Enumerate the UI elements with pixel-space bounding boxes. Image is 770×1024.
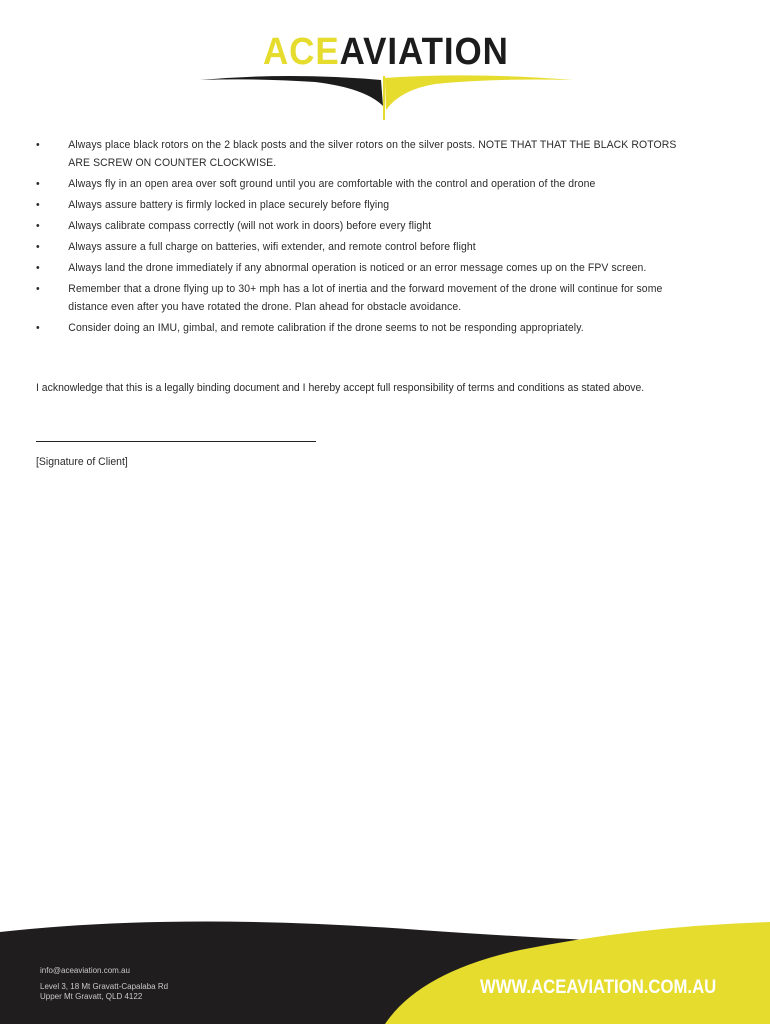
list-item — [36, 136, 692, 172]
rule-text: Always land the drone immediately if any abnormal operation is noticed or an error message comes up on the FPV screen. — [68, 262, 647, 274]
footer-website-link[interactable]: WWW.ACEAVIATION.COM.AU — [480, 977, 717, 998]
bullet-icon: • — [36, 178, 40, 190]
rule-text: Remember that a drone flying up to 30+ mph has a lot of inertia and the forward movement of the drone will continue for some distance even after you have rotated the drone. Plan ahead for obstacle avoidance. — [68, 283, 663, 313]
acknowledgement-text: I acknowledge that this is a legally binding document and I hereby accept full responsibility of terms and conditions as stated above. — [36, 382, 645, 394]
footer-address-line2: Upper Mt Gravatt, QLD 4122 — [40, 992, 143, 1001]
footer-address-line1: Level 3, 18 Mt Gravatt-Capalaba Rd — [40, 982, 169, 991]
list-item — [36, 217, 692, 235]
bullet-icon: • — [36, 220, 40, 232]
rule-text: Always place black rotors on the 2 black posts and the silver rotors on the silver posts. NOTE THAT THAT THE BLACK ROTORS ARE SCREW ON COUNTER CLOCKWISE. — [68, 139, 677, 169]
rule-text: Always assure battery is firmly locked in place securely before flying — [68, 199, 390, 211]
list-item — [36, 238, 692, 256]
list-item — [36, 175, 692, 193]
rule-text: Always assure a full charge on batteries, wifi extender, and remote control before flight — [68, 241, 476, 253]
company-logo — [195, 30, 575, 122]
rule-text: Always fly in an open area over soft ground until you are comfortable with the control and operation of the drone — [68, 178, 596, 190]
bullet-icon: • — [36, 262, 40, 274]
logo-wordmark — [263, 30, 509, 74]
signature-line[interactable] — [36, 441, 316, 442]
rule-text: Always calibrate compass correctly (will not work in doors) before every flight — [68, 220, 432, 232]
safety-rules-list — [36, 136, 726, 340]
list-item — [36, 196, 692, 214]
signature-label: [Signature of Client] — [36, 456, 128, 468]
footer-email[interactable]: info@aceaviation.com.au — [40, 966, 130, 975]
bullet-icon: • — [36, 322, 40, 334]
rule-text: Consider doing an IMU, gimbal, and remote calibration if the drone seems to not be responding appropriately. — [68, 322, 584, 334]
list-item — [36, 319, 692, 337]
bullet-icon: • — [36, 283, 40, 295]
bullet-icon: • — [36, 199, 40, 211]
list-item — [36, 259, 692, 277]
list-item — [36, 280, 692, 316]
logo-ace-text: ACE — [263, 31, 340, 73]
logo-aviation-text: AVIATION — [339, 31, 509, 73]
logo-swoosh-icon — [195, 70, 575, 122]
bullet-icon: • — [36, 241, 40, 253]
bullet-icon: • — [36, 139, 40, 151]
